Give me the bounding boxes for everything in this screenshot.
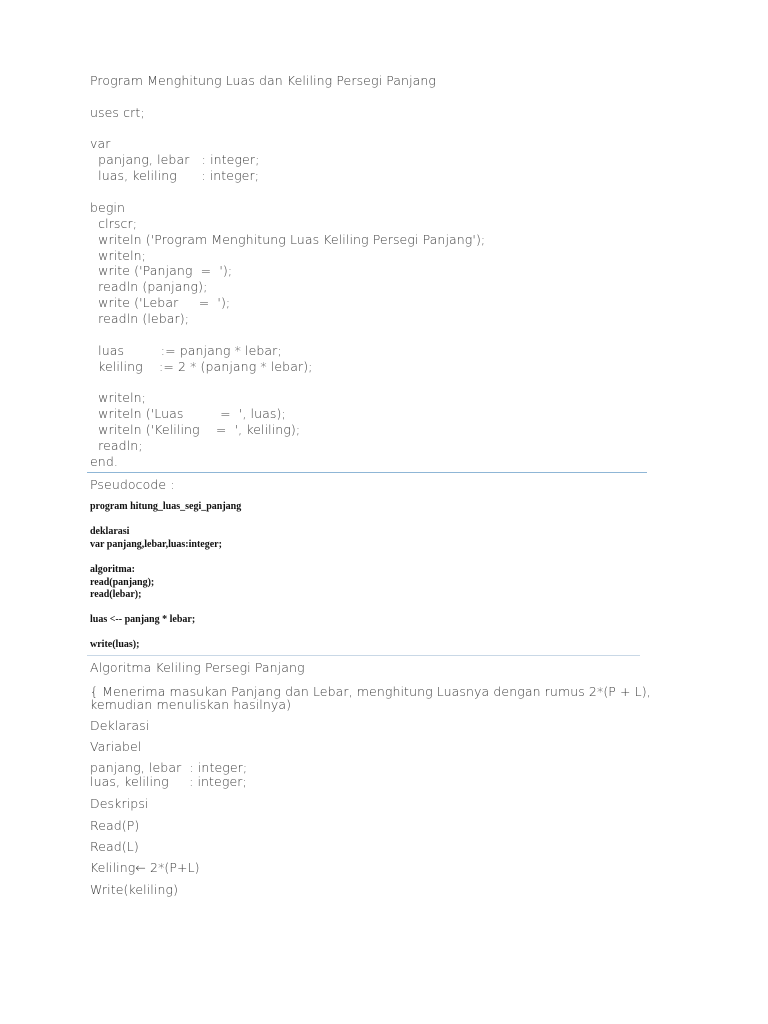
algoritma-line: panjang, lebar : integer;: [90, 760, 248, 775]
pseudocode-line: read(panjang);: [90, 577, 155, 588]
section-divider: [87, 472, 647, 473]
code-line: writeln;: [90, 248, 146, 263]
algoritma-line: Write(keliling): [90, 882, 179, 897]
pseudocode-line: var panjang,lebar,luas:integer;: [90, 539, 222, 550]
code-line: writeln;: [90, 390, 146, 405]
code-line: write ('Lebar = ');: [90, 295, 231, 310]
algoritma-line: Variabel: [90, 739, 142, 754]
code-line: luas := panjang * lebar;: [90, 343, 282, 358]
pseudocode-line: luas <-- panjang * lebar;: [90, 614, 196, 625]
algoritma-line: Read(P): [90, 818, 140, 833]
code-line: end.: [90, 454, 118, 469]
code-line: keliling := 2 * (panjang * lebar);: [90, 359, 313, 374]
code-line: writeln ('Luas = ', luas);: [90, 406, 286, 421]
algoritma-line: kemudian menuliskan hasilnya): [90, 697, 292, 712]
section-divider: [87, 655, 640, 656]
code-line: clrscr;: [90, 216, 138, 231]
code-line: begin: [90, 200, 126, 215]
code-line: readln (panjang);: [90, 279, 208, 294]
pseudocode-line: read(lebar);: [90, 589, 142, 600]
code-line: readln;: [90, 438, 143, 453]
code-line: luas, keliling : integer;: [90, 168, 260, 183]
pseudocode-line: write(luas);: [90, 639, 140, 650]
algoritma-title: Algoritma Keliling Persegi Panjang: [90, 660, 305, 675]
code-line: var: [90, 136, 111, 151]
pseudocode-line: deklarasi: [90, 526, 130, 537]
code-line: readln (lebar);: [90, 311, 190, 326]
code-line: writeln ('Keliling = ', keliling);: [90, 422, 301, 437]
code-line: uses crt;: [90, 105, 145, 120]
pseudocode-heading: Pseudocode :: [90, 477, 175, 492]
algoritma-line: Read(L): [90, 839, 139, 854]
algoritma-line: Keliling← 2*(P+L): [90, 860, 200, 875]
pseudocode-line: algoritma:: [90, 564, 135, 575]
code-line: panjang, lebar : integer;: [90, 152, 260, 167]
algoritma-line: luas, keliling : integer;: [90, 774, 247, 789]
pseudocode-line: program hitung_luas_segi_panjang: [90, 501, 242, 512]
program-title: Program Menghitung Luas dan Keliling Persegi Panjang: [90, 73, 437, 88]
code-line: writeln ('Program Menghitung Luas Keliling Persegi Panjang');: [90, 232, 486, 247]
algoritma-line: { Menerima masukan Panjang dan Lebar, menghitung Luasnya dengan rumus 2*(P + L),: [90, 684, 651, 699]
algoritma-line: Deklarasi: [90, 718, 150, 733]
algoritma-line: Deskripsi: [90, 796, 149, 811]
code-line: write ('Panjang = ');: [90, 263, 233, 278]
